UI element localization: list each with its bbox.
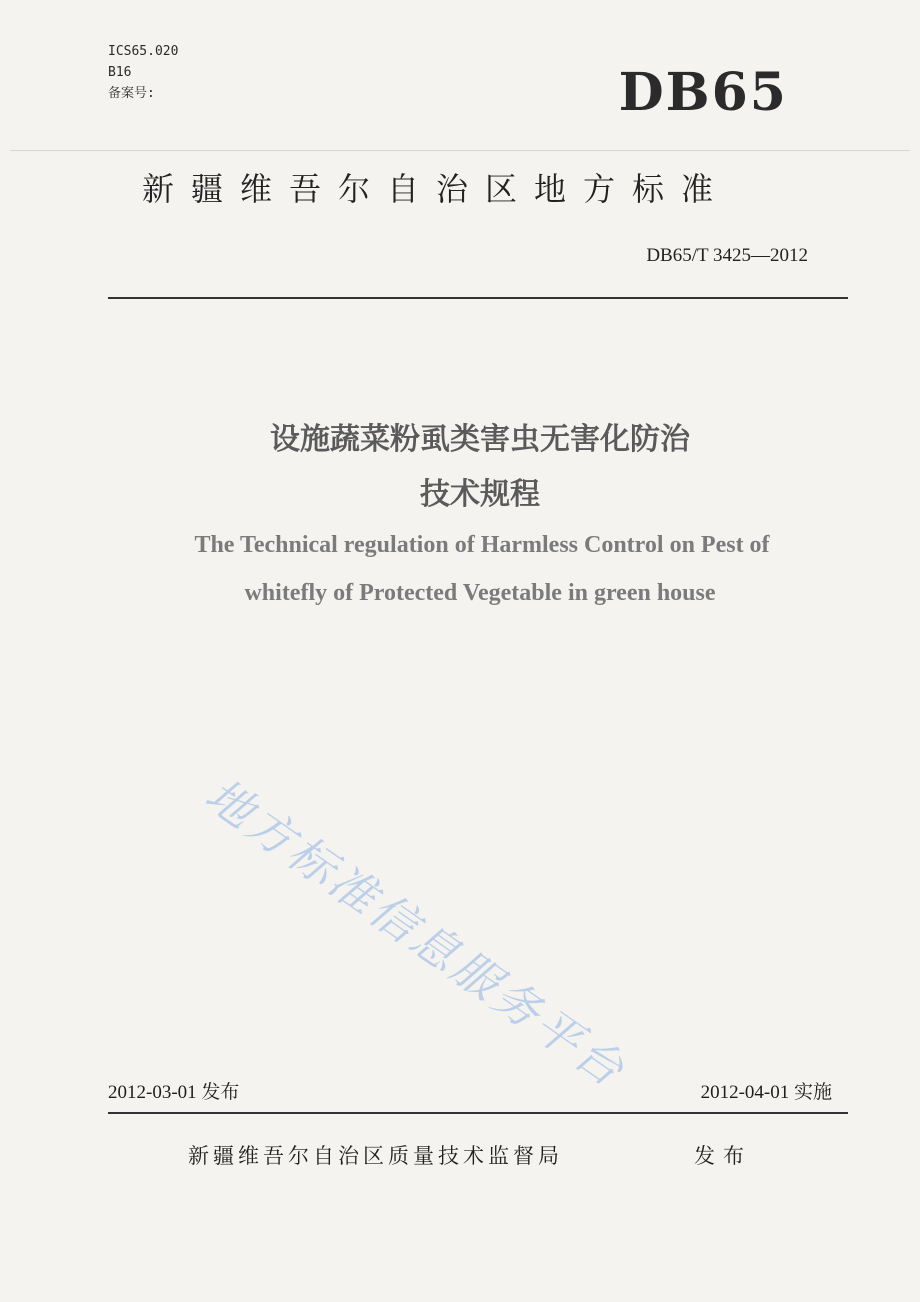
publish-label: 发布 [694,1144,752,1168]
implementation-date: 2012-04-01 实施 [700,1082,832,1103]
issue-date: 2012-03-01 发布 [108,1082,240,1103]
title-en-line2: whitefly of Protected Vegetable in green house [244,580,716,606]
title-zh-line1: 设施蔬菜粉虱类害虫无害化防治 [270,422,690,457]
footer-divider [108,1112,848,1114]
issuing-organization-heading: 新疆维吾尔自治区地方标准 [142,170,731,208]
registration-label: 备案号: [108,86,155,101]
top-divider [10,150,910,151]
ics-code: ICS65.020 [108,44,179,59]
classification-code: B16 [108,65,132,80]
title-en-line1: The Technical regulation of Harmless Control on Pest of [194,532,770,558]
watermark: 地方标准信息服务平台 [195,767,637,1099]
title-zh-line2: 技术规程 [420,477,540,512]
header-divider [108,297,848,299]
publishing-bureau: 新疆维吾尔自治区质量技术监督局 [188,1144,563,1168]
db65-badge: DB65 [618,62,788,123]
standard-number: DB65/T 3425—2012 [646,245,808,266]
